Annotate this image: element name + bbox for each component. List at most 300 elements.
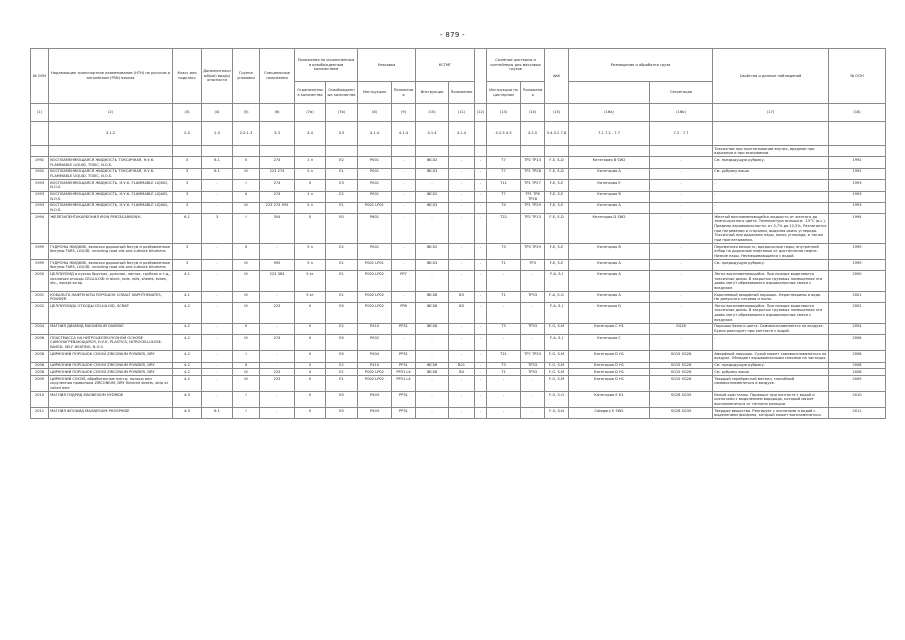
cell-segregation: - [650, 191, 713, 202]
cell-un-number: 1994 [31, 214, 49, 244]
cell-properties: Легко воспламеняющийся. При пожаре выделяются токсичные дымы. В закрытых грузовых помещениях эти дымы могут образовывать взрывоопасные смеси с воздухом. [713, 271, 829, 292]
cell-un-number-end: 2011 [829, 408, 886, 419]
cell-un-number-end: 2001 [829, 291, 886, 302]
header-ibc-instr: Инструкции [416, 82, 449, 104]
cell-stowage: Категория А [569, 291, 650, 302]
column-number: (16a) [569, 104, 650, 122]
cell-excepted-qty: E2 [326, 244, 358, 260]
cell-ibc-instruction: - [416, 271, 449, 292]
cell-packing-group: III [233, 271, 260, 292]
cell-ibc-instruction: IBC08 [416, 369, 449, 376]
cell-class: 4.1 [173, 291, 202, 302]
cell-un-number: 1993 [31, 180, 49, 191]
cell-packing-group: II [233, 244, 260, 260]
cell-properties: См. предыдущую рубрику. [713, 157, 829, 168]
cell-ibc-instruction: - [416, 214, 449, 244]
cell-subrisk: - [202, 376, 233, 392]
table-row [31, 369, 886, 376]
cell-tank-instruction: - [487, 271, 521, 292]
column-number: (7a) [295, 104, 326, 122]
cell-un-number-end: 1999 [829, 244, 886, 260]
cell-ibc-provision: - [449, 191, 475, 202]
column-code: 3.5 [326, 122, 358, 146]
column-number: (9) [392, 104, 416, 122]
cell-stowage: Категория B SW2 [569, 157, 650, 168]
cell-subrisk: - [202, 392, 233, 408]
header-ems: АвК [545, 49, 569, 104]
cell-un-number: 1993 [31, 191, 49, 202]
cell-tank-instruction: - [487, 376, 521, 392]
cell-packing-provision: - [392, 244, 416, 260]
column-number: (4) [202, 104, 233, 122]
cell-limited-qty: 1 л [295, 157, 326, 168]
cell-packing-provision: - [392, 180, 416, 191]
cell-ibc-provision: - [449, 408, 475, 419]
cell-col12: - [475, 323, 487, 334]
cell-packing-instruction: P002 LP02 [358, 303, 392, 324]
cell-subrisk: - [202, 362, 233, 369]
cell-un-number-end: 1993 [829, 191, 886, 202]
cell-special-provisions: 223 [260, 369, 295, 376]
table-row [31, 202, 886, 213]
cell-special-provisions: 223 274 955 [260, 202, 295, 213]
cell-ibc-provision: - [449, 157, 475, 168]
header-packing-group: Группа упаковки [233, 49, 260, 104]
cell-packing-instruction: P001 LP01 [358, 202, 392, 213]
cell-subrisk: - [202, 369, 233, 376]
column-number: (6) [260, 104, 295, 122]
cell-stowage: Категория D H1 [569, 362, 650, 369]
cell-subrisk: - [202, 244, 233, 260]
cell-segregation: SG15 SG26 [650, 376, 713, 392]
cell-ems: F-A, S-G [545, 291, 569, 302]
header-ibc-prov: Положения [449, 82, 475, 104]
header-name: Надлежащее транспортное наименование (НТН) на русском и английском (PSN) языках [49, 49, 173, 104]
cell-packing-instruction: P410 [358, 362, 392, 369]
cell-segregation: - [650, 259, 713, 270]
cell-ems: F-G, S-M [545, 351, 569, 362]
cell-ibc-provision: - [449, 335, 475, 351]
cell-ibc-instruction: - [416, 408, 449, 419]
cell-un-number: 2001 [31, 291, 49, 302]
column-code: 4.1.4 [392, 122, 416, 146]
cell-subrisk: - [202, 271, 233, 292]
cell-ibc-instruction: IBC03 [416, 259, 449, 270]
column-number: (17) [713, 104, 829, 122]
cell-col12: - [475, 259, 487, 270]
cell-segregation: - [650, 180, 713, 191]
cell-packing-group: III [233, 259, 260, 270]
column-code: 2.0 [202, 122, 233, 146]
cell-un-number: 1992 [31, 168, 49, 179]
header-tank-prov: Положения [521, 82, 545, 104]
cell-excepted-qty: E0 [326, 351, 358, 362]
cell-ibc-instruction: IBC02 [416, 157, 449, 168]
cell-limited-qty: 5 л [295, 202, 326, 213]
table-row [31, 408, 886, 419]
cell-tank-provision: TP1 TP29 [521, 202, 545, 213]
cell-excepted-qty: E1 [326, 202, 358, 213]
cell-stowage: Категория А [569, 202, 650, 213]
cell-packing-group: III [233, 335, 260, 351]
cell-excepted-qty: E1 [326, 369, 358, 376]
cell-tank-provision: TP3 [521, 259, 545, 270]
cell-tank-provision: - [521, 303, 545, 324]
header-limited-group: Положения по ограниченным и освобожденным количествам [295, 49, 358, 82]
cell-ibc-instruction: IBC06 [416, 362, 449, 369]
cell-tank-provision: TP33 [521, 362, 545, 369]
table-row [31, 362, 886, 369]
cell-shipping-name: ПЛАСТМАССА НА НИТРОЦЕЛЛЮЛОЗНОЙ ОСНОВЕ САМОНАГРЕВАЮЩАЯСЯ, Н.У.К. PLASTICS, NITROCELLULOSE-BASED, SELF-HEATING, N.O.S. [49, 335, 173, 351]
cell-excepted-qty: E1 [326, 271, 358, 292]
cell-limited-qty: 0 [295, 335, 326, 351]
cell-properties: - [713, 191, 829, 202]
cell-stowage: Категория C [569, 335, 650, 351]
cell-un-number: 2002 [31, 303, 49, 324]
cell-shipping-name: ГУДРОНЫ ЖИДКИЕ, включая дорожный битум и разбавленные битумы TARS, LIQUID, including road oils and cutback bitumens [49, 259, 173, 270]
cell-tank-instruction: T22 [487, 214, 521, 244]
cell-packing-instruction: P403 [358, 408, 392, 419]
cell-excepted-qty: E0 [326, 303, 358, 324]
cell-packing-provision: - [392, 191, 416, 202]
table-row [31, 351, 886, 362]
cell-excepted-qty: E2 [326, 157, 358, 168]
cell-un-number: 2010 [31, 392, 49, 408]
cell-tank-instruction: T3 [487, 362, 521, 369]
column-code [829, 122, 886, 146]
column-code [713, 122, 829, 146]
cell-limited-qty: 5 л [295, 259, 326, 270]
cell-ibc-instruction: - [416, 376, 449, 392]
cell-special-provisions: 274 [260, 157, 295, 168]
cell-properties: Легко воспламеняющийся. При пожаре выделяются токсичные дымы. В закрытых грузовых помещениях эти дымы могут образовывать взрывоопасные смеси с воздухом. [713, 303, 829, 324]
cell-tank-instruction: T7 [487, 168, 521, 179]
cell-special-provisions: 223 [260, 303, 295, 324]
cell-limited-qty: 5 кг [295, 271, 326, 292]
cell-col12: - [475, 303, 487, 324]
cell-un-number: 1999 [31, 244, 49, 260]
cell-ibc-provision: - [449, 376, 475, 392]
cell-packing-provision: PP8 [392, 303, 416, 324]
cell-un-number: 2011 [31, 408, 49, 419]
cell-un-number: 1993 [31, 202, 49, 213]
cell-class: 3 [173, 191, 202, 202]
cell-class: 4.2 [173, 362, 202, 369]
cell-col12: - [475, 351, 487, 362]
cell-shipping-name: ЦИРКОНИЙ ПОРОШОК СУХОЙ ZIRCONIUM POWDER, DRY [49, 351, 173, 362]
cell-limited-qty: 0 [295, 362, 326, 369]
cell-ems: F-A, S-J [545, 335, 569, 351]
table-row [31, 392, 886, 408]
cell-properties: - [713, 202, 829, 213]
column-code: 3.1.2 [49, 122, 173, 146]
cell-stowage: Категория B [569, 191, 650, 202]
cell-stowage: Категория А [569, 271, 650, 292]
cell-packing-instruction: P601 [358, 214, 392, 244]
header-properties: Свойства и данные наблюдений [713, 49, 829, 104]
cell-limited-qty: 0 [295, 369, 326, 376]
cell-limited-qty: 0 [295, 180, 326, 191]
cell-packing-provision: PP31 [392, 362, 416, 369]
cell-shipping-name: ВОСПЛАМЕНЯЮЩАЯСЯ ЖИДКОСТЬ, Н.У.К. FLAMMABLE LIQUID, N.O.S. [49, 180, 173, 191]
cell-packing-group: II [233, 362, 260, 369]
cell-col12: - [475, 369, 487, 376]
cell-class: 4.2 [173, 303, 202, 324]
cell-un-number-end: 2010 [829, 392, 886, 408]
cell-special-provisions: - [260, 408, 295, 419]
cell-tank-instruction: T7 [487, 157, 521, 168]
cell-class: 4.1 [173, 271, 202, 292]
column-number: (1) [31, 104, 49, 122]
cell-limited-qty: 0 [295, 376, 326, 392]
cell-un-number: 1992 [31, 157, 49, 168]
cell-col12: - [475, 202, 487, 213]
cell-packing-instruction: P002 LP02 [358, 376, 392, 392]
cell-subrisk: - [202, 351, 233, 362]
cell-shipping-name: МАГНИЯ ДИАМИД MAGNESIUM DIAMIDE [49, 323, 173, 334]
cell-properties: - [713, 180, 829, 191]
cell-ibc-instruction: IBC08 [416, 303, 449, 324]
cell-class: 3 [173, 168, 202, 179]
column-number: (18) [829, 104, 886, 122]
cell-excepted-qty: E0 [326, 392, 358, 408]
cell-special-provisions: 274 [260, 180, 295, 191]
cell-packing-provision: - [392, 335, 416, 351]
column-number: (15) [545, 104, 569, 122]
cell-limited-qty: 0 [295, 303, 326, 324]
cell-packing-provision: PP31 L4 [392, 376, 416, 392]
page-number: - 879 - [440, 31, 465, 39]
column-code: 5.4.3.2 7.8 [545, 122, 569, 146]
cell-segregation: - [650, 157, 713, 168]
cell-class: 6.1 [173, 214, 202, 244]
cell-stowage: Категория D H1 [569, 351, 650, 362]
cell-stowage: Категория D SW2 [569, 214, 650, 244]
cell-properties: См. рубрику выше. [713, 369, 829, 376]
cell-un-number-end: 1992 [829, 157, 886, 168]
cell-tank-instruction: T21 [487, 351, 521, 362]
cell-ibc-provision: - [449, 202, 475, 213]
column-code: 2.0 [173, 122, 202, 146]
cell-excepted-qty: E1 [326, 376, 358, 392]
cell-excepted-qty: E1 [326, 168, 358, 179]
cell-subrisk: 3 [202, 214, 233, 244]
cell-properties: Твердые вещества. Реагирует с кислотами и водой с выделением фосфина, который может воспламениться. [713, 408, 829, 419]
cell-un-number-end: 2002 [829, 303, 886, 324]
cell-packing-instruction: P404 [358, 351, 392, 362]
cell-limited-qty: 0 [295, 323, 326, 334]
cell-stowage: Категория D [569, 303, 650, 324]
table-row [31, 146, 886, 157]
cell-tank-provision: TP33 [521, 369, 545, 376]
cell-ems: F-E, S-E [545, 244, 569, 260]
cell-shipping-name: КОБАЛЬТА НАФТЕНАТЫ ПОРОШОК COBALT NAPHTHENATES, POWDER [49, 291, 173, 302]
cell-un-number: 2006 [31, 335, 49, 351]
cell-class: 4.2 [173, 351, 202, 362]
cell-ibc-provision: B21 [449, 362, 475, 369]
header-packing-prov: Положения [392, 82, 416, 104]
cell-stowage: Категория D H1 [569, 369, 650, 376]
cell-ibc-provision: B4 [449, 369, 475, 376]
cell-excepted-qty: E2 [326, 362, 358, 369]
cell-packing-provision: - [392, 259, 416, 270]
cell-packing-provision: PP7 [392, 271, 416, 292]
cell-ems: F-E, S-E [545, 180, 569, 191]
cell-ibc-provision: - [449, 323, 475, 334]
cell-shipping-name: ЦИРКОНИЙ СУХОЙ, обработанные листы, полосы или скрученная проволока ZIRCONIUM, DRY finished sheets, strip or coiled wire [49, 376, 173, 392]
cell-un-number: 2008 [31, 362, 49, 369]
cell-col12: - [475, 157, 487, 168]
column-code-row [31, 122, 886, 146]
table-row [31, 335, 886, 351]
cell-tank-provision: TP2 TP13 [521, 157, 545, 168]
column-code: 4.2.5 [521, 122, 545, 146]
cell-col12: - [475, 271, 487, 292]
cell-limited-qty: 0 [295, 351, 326, 362]
cell-class: 4.2 [173, 369, 202, 376]
column-number: (16b) [650, 104, 713, 122]
cell-ibc-provision: - [449, 214, 475, 244]
header-tank-instr: Инструкции по цистернам [487, 82, 521, 104]
cell-ibc-provision: B3 [449, 303, 475, 324]
cell-special-provisions: 955 [260, 259, 295, 270]
cell-col12: - [475, 214, 487, 244]
column-number: (2) [49, 104, 173, 122]
cell-excepted-qty: E3 [326, 180, 358, 191]
cell-excepted-qty: E2 [326, 323, 358, 334]
cell-stowage: Категория D H1 [569, 376, 650, 392]
cell-special-provisions: 223 383 [260, 271, 295, 292]
cell-shipping-name: ВОСПЛАМЕНЯЮЩАЯСЯ ЖИДКОСТЬ ТОКСИЧНАЯ, Н.У.К. FLAMMABLE LIQUID, TOXIC, N.O.S. [49, 157, 173, 168]
cell-ibc-instruction: IBC08 [416, 291, 449, 302]
cell-special-provisions: 274 [260, 191, 295, 202]
cell-special-provisions: 274 [260, 335, 295, 351]
cell-excepted-qty: E1 [326, 291, 358, 302]
cell-packing-group: I [233, 351, 260, 362]
cell-ems: F-G, S-M [545, 323, 569, 334]
cell-ibc-instruction: - [416, 335, 449, 351]
header-special-provisions: Специальные положения [260, 49, 295, 104]
table-row [31, 291, 886, 302]
cell-tank-instruction: T4 [487, 202, 521, 213]
cell-excepted-qty: E1 [326, 259, 358, 270]
cell-properties: Белый кристаллы. Привоцит при контакте с водой и кислотами с выделением водорода, который может воспламениться от теплоты реакции. [713, 392, 829, 408]
cell-ibc-instruction: IBC03 [416, 168, 449, 179]
header-un-no: № ООН [31, 49, 49, 104]
cell-special-provisions: 354 [260, 214, 295, 244]
column-number: (8) [358, 104, 392, 122]
table-body [31, 146, 886, 419]
cell-subrisk: - [202, 180, 233, 191]
cell-tank-provision: TP33 [521, 323, 545, 334]
cell-special-provisions: - [260, 351, 295, 362]
cell-packing-group: III [233, 376, 260, 392]
cell-segregation: SG15 SG26 [650, 369, 713, 376]
cell-tank-instruction: - [487, 303, 521, 324]
cell-special-provisions: - [260, 244, 295, 260]
header-subrisk: Дополнительный(ые) вид(ы) опасности [202, 49, 233, 104]
cell-col12: - [475, 180, 487, 191]
header-class: Класс или подкласс [173, 49, 202, 104]
header-stowage [569, 82, 650, 104]
cell-un-number: 2008 [31, 351, 49, 362]
cell-limited-qty: 5 кг [295, 291, 326, 302]
cell-packing-provision: PP31 [392, 408, 416, 419]
column-number: (5) [233, 104, 260, 122]
cell-packing-group: III [233, 303, 260, 324]
column-code: 4.1.4 [416, 122, 449, 146]
cell-tank-provision: - [521, 271, 545, 292]
cell-packing-instruction: P002 LP02 [358, 271, 392, 292]
cell-class: 3 [173, 259, 202, 270]
cell-properties: Желтый воспламеняющийся жидкость от желтого до темно-красного цвета. Температура вспышки: -15°C (в.с.). Пределы взрывоопасности: от 3,7% до 12,5%. Разлагается при нагревании и сгорании, выделяя окись углерода. Токсичный при вдыхании пары, окись углерода, а также при проглатывании. [713, 214, 829, 244]
cell-limited-qty: 0 [295, 392, 326, 408]
cell-un-number-end: 2008 [829, 351, 886, 362]
cell-ibc-provision: - [449, 392, 475, 408]
cell-class: 4.2 [173, 323, 202, 334]
cell-un-number-end: 1994 [829, 214, 886, 244]
cell-special-provisions: - [260, 362, 295, 369]
table-row [31, 168, 886, 179]
cell-stowage: Категория E [569, 180, 650, 191]
cell-ibc-provision: - [449, 351, 475, 362]
cell-packing-group: III [233, 369, 260, 376]
cell-ibc-instruction: - [416, 392, 449, 408]
cell-un-number-end: 2008 [829, 369, 886, 376]
cell-col12: - [475, 291, 487, 302]
column-number: (12) [475, 104, 487, 122]
cell-properties: См. предыдущую рубрику. [713, 259, 829, 270]
cell-special-provisions: - [260, 291, 295, 302]
cell-packing-instruction: P002 LP02 [358, 369, 392, 376]
cell-ems: F-G, S-M [545, 362, 569, 369]
cell-ems: F-A, S-I [545, 271, 569, 292]
cell-segregation: SG15 SG26 [650, 362, 713, 369]
cell-class: 3 [173, 157, 202, 168]
column-code: 3.3 [260, 122, 295, 146]
cell-properties: Аморфный порошок. Сухой может самовоспламеняться на воздухе. Обладает взрывоопасными смесями на частицах. [713, 351, 829, 362]
column-code: 7.2 - 7.7 [650, 122, 713, 146]
cell-class: 3 [173, 244, 202, 260]
cell-tank-provision: TP3 TP29 [521, 244, 545, 260]
cell-tank-instruction: T7 [487, 191, 521, 202]
cell-packing-provision: PP31 [392, 323, 416, 334]
header-packaging-group: Упаковка [358, 49, 416, 82]
cell-col12: - [475, 191, 487, 202]
cell-special-provisions: - [260, 392, 295, 408]
cell-packing-provision: - [392, 291, 416, 302]
column-number-row [31, 104, 886, 122]
cell-special-provisions: 223 [260, 376, 295, 392]
cell-tank-provision: - [521, 376, 545, 392]
cell-segregation: SG26 [650, 323, 713, 334]
cell-col12: - [475, 244, 487, 260]
cell-packing-group: II [233, 191, 260, 202]
cell-stowage: Категория А [569, 168, 650, 179]
cell-ibc-provision: B3 [449, 291, 475, 302]
cell-un-number: 1999 [31, 259, 49, 270]
cell-ems: F-E, S-E [545, 202, 569, 213]
cell-packing-group: II [233, 323, 260, 334]
cell-tank-provision: TP33 [521, 291, 545, 302]
cell-segregation: - [650, 214, 713, 244]
cell-limited-qty: 0 [295, 214, 326, 244]
table-row [31, 180, 886, 191]
column-number: (11) [449, 104, 475, 122]
cell-tank-instruction: T3 [487, 244, 521, 260]
cell-packing-instruction: P001 [358, 191, 392, 202]
cell-ibc-instruction: - [416, 180, 449, 191]
